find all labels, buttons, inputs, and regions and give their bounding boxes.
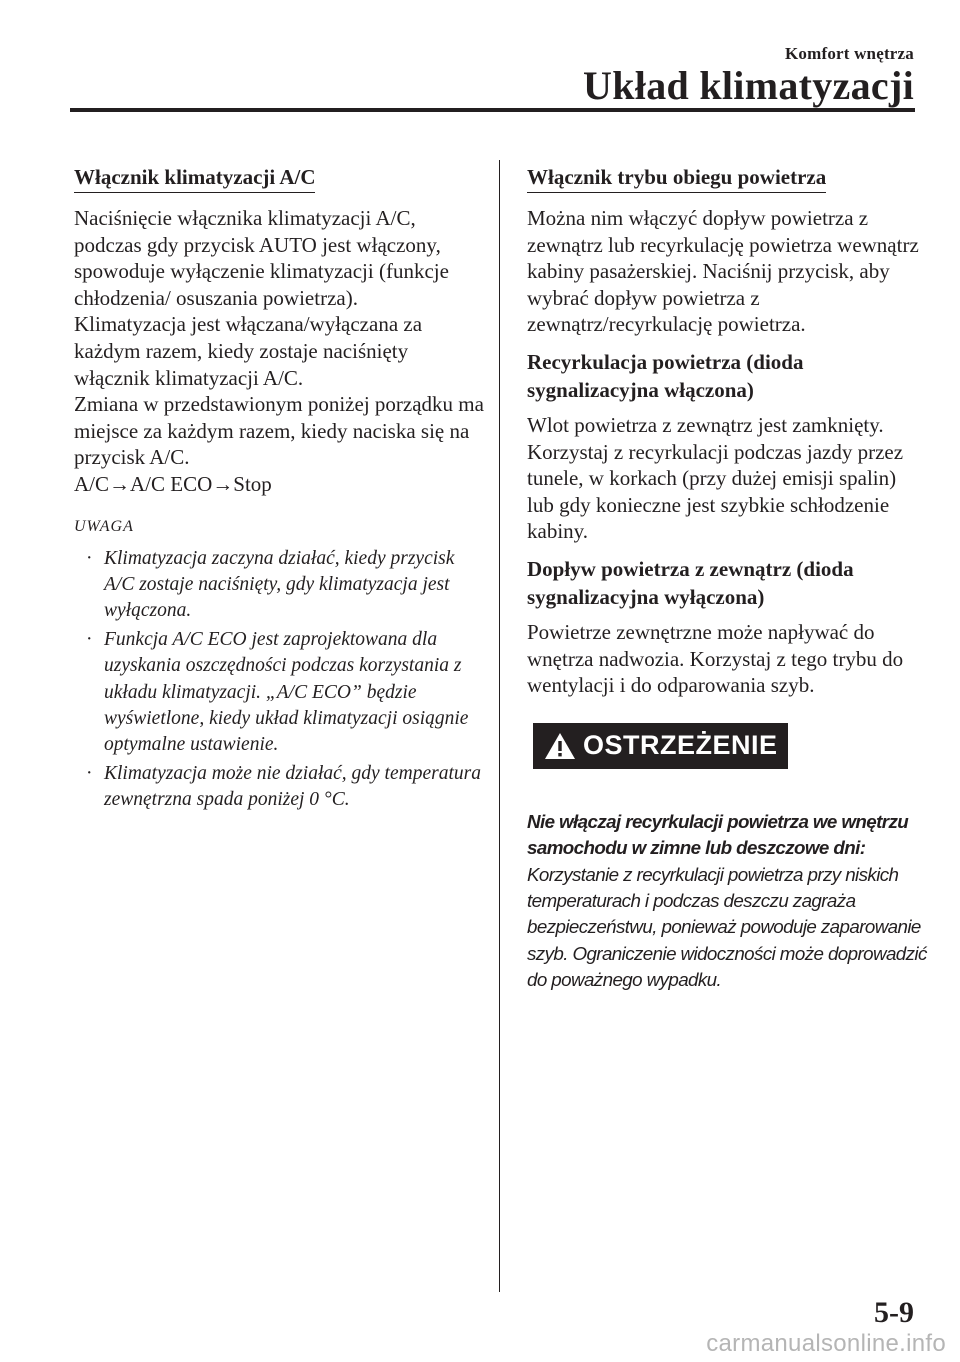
page-title: Układ klimatyzacji [583,63,914,108]
warning-body [527,809,927,994]
bullet-icon: · [86,762,93,784]
right-column [527,163,927,994]
column-divider [499,160,500,1292]
fresh-air-heading: Dopływ powietrza z zewnątrz (dioda sygnalizacyjna wyłączona) [527,556,854,609]
bullet-icon: · [86,547,93,569]
bullet-icon: · [86,628,93,650]
header-rule [70,108,915,112]
page-number: 5-9 [874,1296,914,1329]
ac-paragraph-1: Naciśnięcie włącznika klimatyzacji A/C, podczas gdy przycisk AUTO jest włączony, spowoduje wyłączenie klimatyzacji (funkcje chłodzenia/ osuszania powietrza). [74,206,449,310]
watermark: carmanualsonline.info [706,1330,946,1357]
warning-bold-text: Nie włączaj recyrkulacji powietrza we wnętrzu samochodu w zimne lub deszczowe dni: [527,810,909,859]
warning-triangle-icon [543,731,577,761]
note-text: Funkcja A/C ECO jest zaprojektowana dla uzyskania oszczędności podczas korzystania z układu klimatyzacji. „A/C ECO” będzie wyświetlone, kiedy układ klimatyzacji osiągnie optymalne ustawienie. [104,628,469,756]
note-list [74,546,484,814]
ac-paragraph-2: Klimatyzacja jest włączana/wyłączana za każdym razem, kiedy zostaje naciśnięty włącznik klimatyzacji A/C. [74,312,423,390]
note-item [74,627,484,759]
fresh-air-text: Powietrze zewnętrzne może napływać do wnętrza nadwozia. Korzystaj z tego trybu do wentylacji i do odparowania szyb. [527,619,904,698]
ac-switch-heading: Włącznik klimatyzacji A/C [74,163,315,193]
ac-description [74,205,484,498]
note-text: Klimatyzacja zaczyna działać, kiedy przycisk A/C zostaje naciśnięty, gdy klimatyzacja jest wyłączona. [104,547,455,622]
recirculation-text: Wlot powietrza z zewnątrz jest zamknięty. Korzystaj z recyrkulacji podczas jazdy przez tunele, w korkach (przy dużej emisji spalin) lub gdy konieczne jest szybkie schłodzenie kabiny. [527,412,904,544]
ac-paragraph-3: Zmiana w przedstawionym poniżej porządku ma miejsce za każdym razem, kiedy naciska się na przycisk A/C. [74,392,484,470]
note-text: Klimatyzacja może nie działać, gdy temperatura zewnętrzna spada poniżej 0 °C. [104,762,481,811]
air-mode-heading: Włącznik trybu obiegu powietrza [527,163,826,193]
note-item [74,761,484,814]
note-label: UWAGA [74,517,134,535]
ac-sequence: A/C→A/C ECO→Stop [74,471,272,496]
air-mode-intro: Można nim włączyć dopływ powietrza z zewnątrz lub recyrkulację powietrza wewnątrz kabiny pasażerskiej. Naciśnij przycisk, aby wybrać dopływ powietrza z zewnątrz/recyrkulację powietrza. [527,206,919,337]
warning-label: OSTRZEŻENIE [583,730,778,761]
note-item [74,546,484,625]
warning-banner [533,723,788,769]
section-title: Komfort wnętrza [784,44,914,63]
warning-text: Korzystanie z recyrkulacji powietrza przy niskich temperaturach i podczas deszczu zagraża bezpieczeństwu, ponieważ powoduje zaparowanie szyb. Ograniczenie widoczności może doprowadzić do poważnego wypadku. [527,863,927,991]
left-column [74,163,484,816]
recirculation-heading: Recyrkulacja powietrza (dioda sygnalizacyjna włączona) [527,349,804,402]
